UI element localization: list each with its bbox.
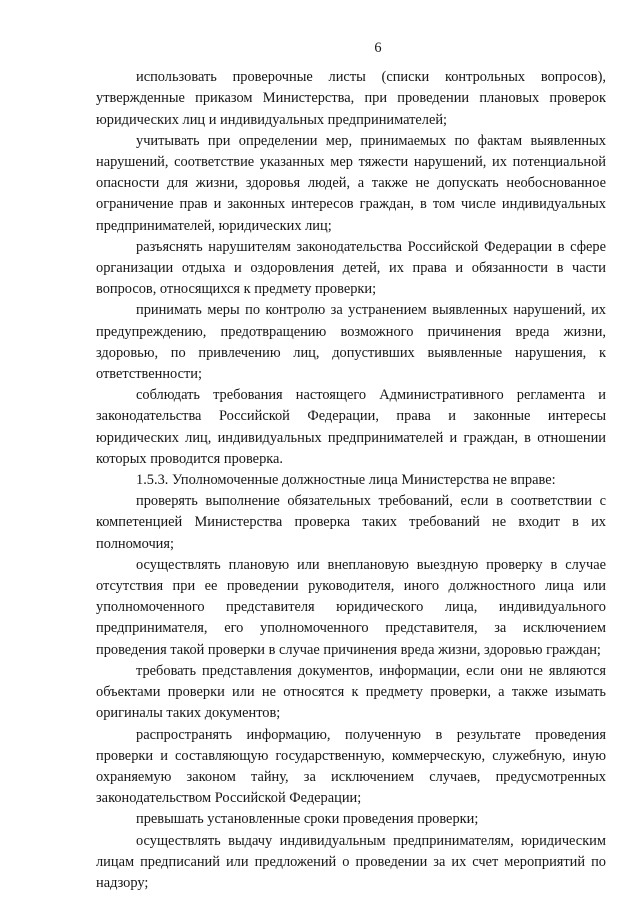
paragraph-control-measures: принимать меры по контролю за устранением выявленных нарушений, их предупреждению, предотвращению возможного причинения вреда жизни, здоровью, по привлечению лиц, допустивших выявленные нарушения, к ответственности; — [96, 302, 606, 383]
paragraph-onsite-inspection: осуществлять плановую или внеплановую выездную проверку в случае отсутствия при ее проведении руководителя, иного должностного лица или уполномоченного представителя юридического лица, индивидуального предпринимателя, его уполномоченного представителя, за исключением проведения такой проверки в случае причинения вреда жизни, здоровью граждан; — [96, 556, 606, 658]
paragraph-comply-regulation: соблюдать требования настоящего Административного регламента и законодательства Российской Федерации, права и законные интересы юридических лиц, индивидуальных предпринимателей и граждан, в отношении которых проводится проверка. — [96, 387, 606, 467]
paragraph-exceed-deadlines: превышать установленные сроки проведения проверки; — [136, 811, 479, 828]
paragraph-checklists: использовать проверочные листы (списки контрольных вопросов), утвержденные приказом Министерства, при проведении плановых проверок юридических лиц и индивидуальных предпринимателей; — [96, 69, 606, 128]
paragraph-check-requirements: проверять выполнение обязательных требований, если в соответствии с компетенцией Министерства проверка таких требований не входит в их полномочия; — [96, 493, 606, 552]
paragraph-disclose-information: распространять информацию, полученную в результате проведения проверки и составляющую государственную, коммерческую, служебную, иную охраняемую законом тайну, за исключением случаев, предусмотренных законодательством Российской Федерации; — [96, 726, 606, 807]
page-number: 6 — [374, 40, 382, 56]
paragraph-request-documents: требовать представления документов, информации, если они не являются объектами проверки или не относятся к предмету проверки, а также изымать оригиналы таких документов; — [96, 662, 606, 722]
paragraph-explain-rights: разъяснять нарушителям законодательства Российской Федерации в сфере организации отдыха и оздоровления детей, их права и обязанности в части вопросов, относящихся к предмету проверки; — [96, 238, 606, 298]
paragraph-measures: учитывать при определении мер, принимаемых по фактам выявленных нарушений, соответствие указанных мер тяжести нарушений, их потенциальной опасности для жизни, здоровья людей, а также не допускать необоснованное ограничение прав и законных интересов граждан, в том числе индивидуальных предпринимателей, юридических лиц; — [96, 132, 606, 234]
section-heading-1-5-3: 1.5.3. Уполномоченные должностные лица Министерства не вправе: — [136, 472, 556, 489]
paragraph-issue-orders: осуществлять выдачу индивидуальным предпринимателям, юридическим лицам предписаний или предложений о проведении за их счет мероприятий по надзору; — [96, 832, 606, 891]
